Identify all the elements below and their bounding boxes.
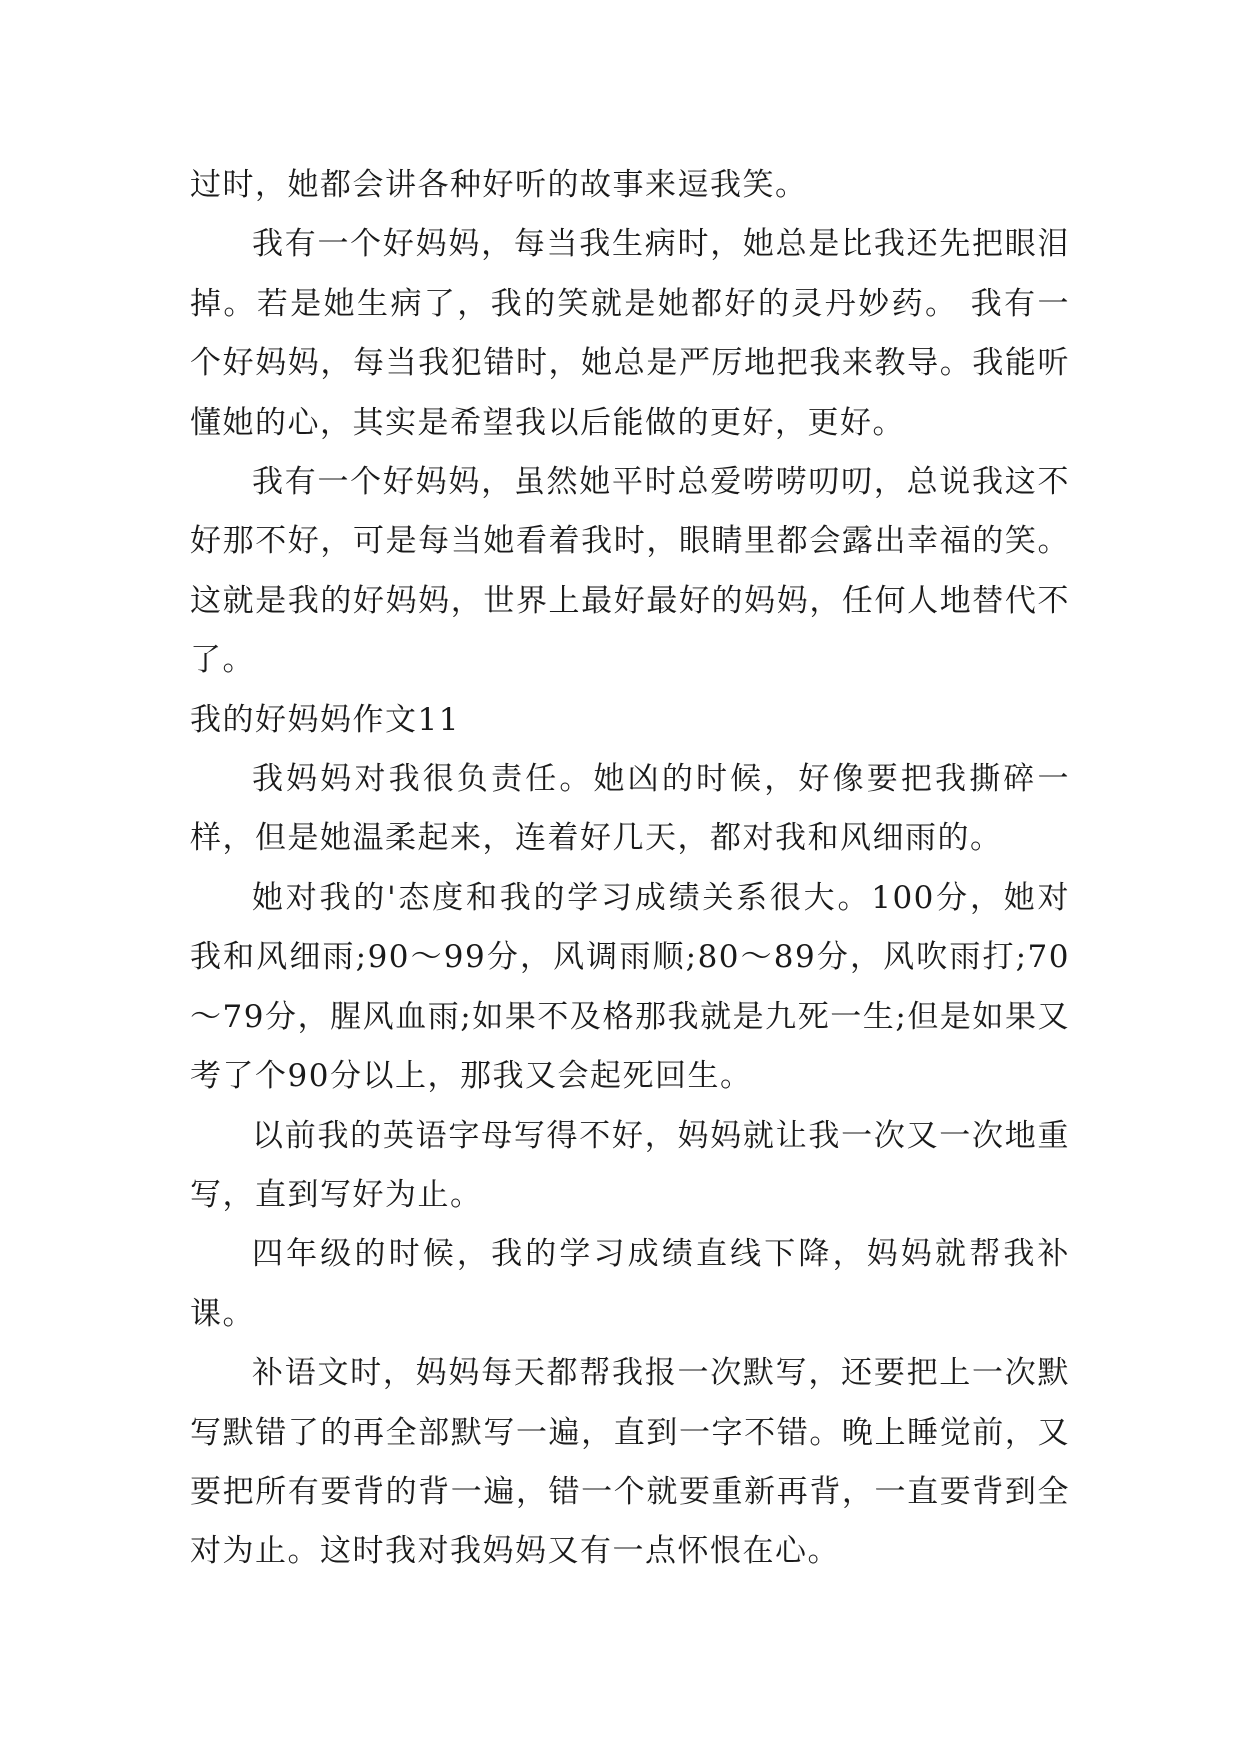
essay-heading: 我的好妈妈作文11 — [190, 701, 460, 738]
document-body — [190, 156, 1070, 1582]
paragraph: 以前我的英语字母写得不好，妈妈就让我一次又一次地重写，直到写好为止。 — [190, 1117, 1070, 1213]
paragraph-continued: 过时，她都会讲各种好听的故事来逗我笑。 — [190, 167, 808, 203]
paragraph: 补语文时，妈妈每天都帮我报一次默写，还要把上一次默写默错了的再全部默写一遍，直到一字不错。晚上睡觉前，又要把所有要背的背一遍，错一个就要重新再背，一直要背到全对为止。这时我对我妈妈又有一点怀恨在心。 — [190, 1355, 1070, 1570]
paragraph: 四年级的时候，我的学习成绩直线下降，妈妈就帮我补课。 — [190, 1236, 1070, 1332]
paragraph: 我有一个好妈妈，每当我生病时，她总是比我还先把眼泪掉。若是她生病了，我的笑就是她都好的灵丹妙药。 我有一个好妈妈，每当我犯错时，她总是严厉地把我来教导。我能听懂她的心，其实是希望我以后能做的更好，更好。 — [190, 226, 1070, 441]
paragraph: 我有一个好妈妈，虽然她平时总爱唠唠叨叨，总说我这不好那不好，可是每当她看着我时，眼睛里都会露出幸福的笑。 这就是我的好妈妈，世界上最好最好的妈妈，任何人地替代不了。 — [190, 464, 1070, 679]
paragraph: 她对我的'态度和我的学习成绩关系很大。100分，她对我和风细雨;90～99分，风调雨顺;80～89分，风吹雨打;70～79分，腥风血雨;如果不及格那我就是九死一生;但是如果又考了个90分以上，那我又会起死回生。 — [190, 879, 1070, 1095]
paragraph: 我妈妈对我很负责任。她凶的时候，好像要把我撕碎一样，但是她温柔起来，连着好几天，都对我和风细雨的。 — [190, 761, 1070, 857]
